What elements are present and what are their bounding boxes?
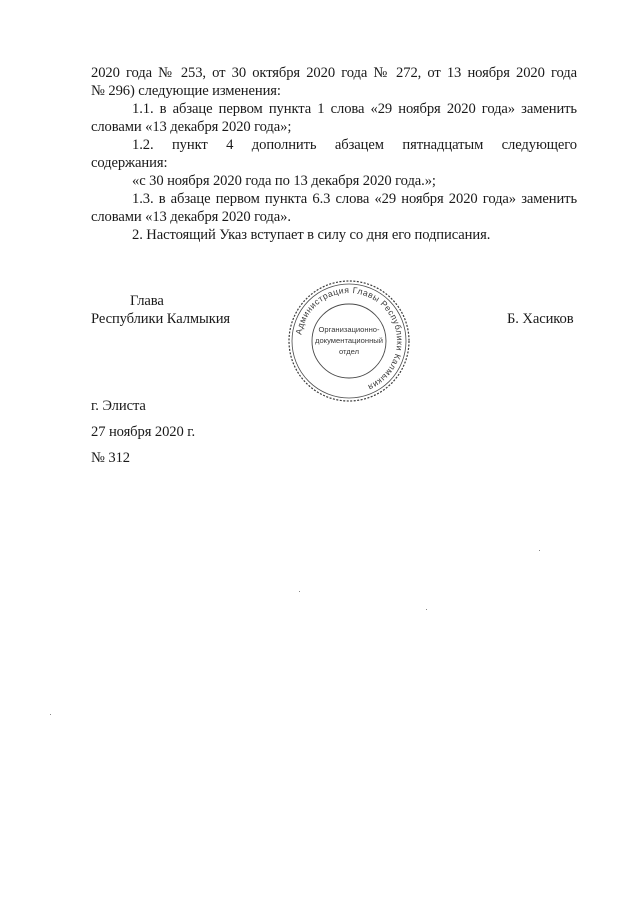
scan-speck [299,591,300,592]
signature-title-line1: Глава [130,293,164,309]
text-line-9: словами «13 декабря 2020 года». [91,209,291,225]
text-line-10: 2. Настоящий Указ вступает в силу со дня его подписания. [132,227,491,243]
text-line-6: содержания: [91,155,168,171]
text-line-5: 1.2. пункт 4 дополнить абзацем пятнадцатым следующего [132,137,577,153]
text-line-2: № 296) следующие изменения: [91,83,281,99]
signatory-name: Б. Хасиков [507,311,574,327]
scan-speck [539,550,540,551]
text-line-4: словами «13 декабря 2020 года»; [91,119,292,135]
scan-speck [50,714,51,715]
footer-date: 27 ноября 2020 г. [91,424,195,440]
footer-city: г. Элиста [91,398,146,414]
official-stamp [286,278,412,404]
signature-title-line2: Республики Калмыкия [91,311,231,327]
text-line-7: «с 30 ноября 2020 года по 13 декабря 2020 года.»; [132,173,436,189]
stamp-center-line2: документационный [315,336,383,345]
text-line-8: 1.3. в абзаце первом пункта 6.3 слова «29 ноября 2020 года» заменить [132,191,577,207]
stamp-center-line3: отдел [338,347,360,356]
text-line-1: 2020 года № 253, от 30 октября 2020 года № 272, от 13 ноября 2020 года [91,65,577,81]
footer-number: № 312 [91,450,130,466]
text-line-3: 1.1. в абзаце первом пункта 1 слова «29 ноября 2020 года» заменить [132,101,577,117]
scan-speck [426,609,427,610]
stamp-ring-text: Администрация Главы Республики Калмыкия [293,284,406,393]
stamp-center-line1: Организационно- [318,325,380,334]
